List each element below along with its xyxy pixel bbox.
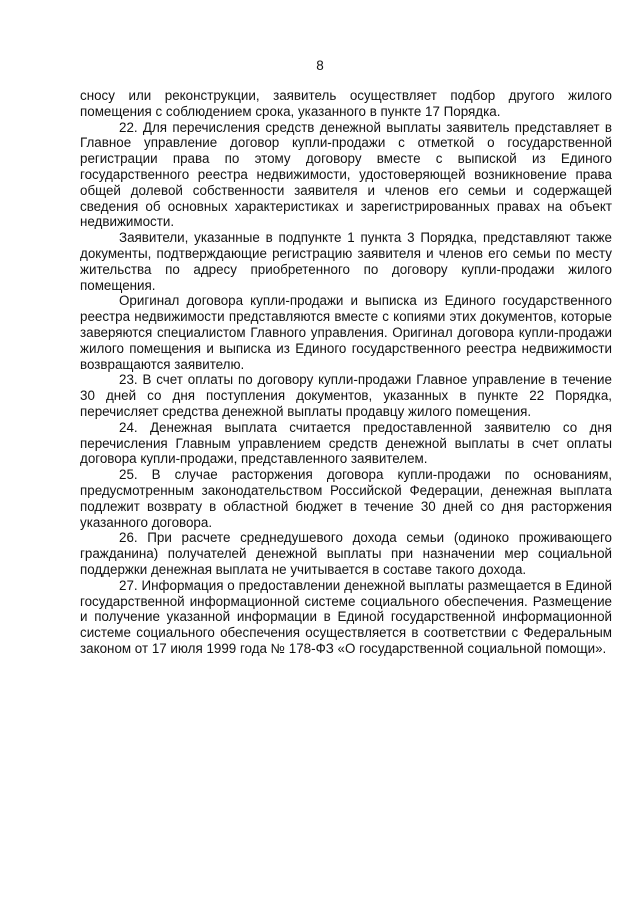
- paragraph-27: 27. Информация о предоставлении денежной выплаты размещается в Единой государственной информационной системе социального обеспечения. Размещение и получение указанной информации в Единой государственной информационной системе социального обеспечения осуществляется в соответствии с Федеральным законом от 17 июля 1999 года № 178-ФЗ «О государственной социальной помощи».: [80, 577, 612, 656]
- document-body: [80, 88, 612, 657]
- paragraph-22: 22. Для перечисления средств денежной выплаты заявитель представляет в Главное управление договор купли-продажи с отметкой о государственной регистрации права по этому договору вместе с выпиской из Единого государственного реестра недвижимости, удостоверяющей возникновение права общей долевой собственности заявителя и членов его семьи и содержащей сведения об основных характеристиках и зарегистрированных правах на объект недвижимости.: [80, 119, 612, 230]
- page-number: 8: [316, 58, 324, 73]
- paragraph-22-originals: Оригинал договора купли-продажи и выписка из Единого государственного реестра недвижимости представляются вместе с копиями этих документов, которые заверяются специалистом Главного управления. Оригинал договора купли-продажи жилого помещения и выписка из Единого государственного реестра недвижимости возвращаются заявителю.: [80, 293, 612, 372]
- paragraph-25: 25. В случае расторжения договора купли-продажи по основаниям, предусмотренным законодательством Российской Федерации, денежная выплата подлежит возврату в областной бюджет в течение 30 дней со дня расторжения указанного договора.: [80, 467, 612, 530]
- paragraph-26: 26. При расчете среднедушевого дохода семьи (одиноко проживающего гражданина) получателей денежной выплаты при назначении мер социальной поддержки денежная выплата не учитывается в составе такого дохода.: [80, 530, 612, 577]
- paragraph-22-applicants: Заявители, указанные в подпункте 1 пункта 3 Порядка, представляют также документы, подтверждающие регистрацию заявителя и членов его семьи по месту жительства по адресу приобретенного по договору купли-продажи жилого помещения.: [80, 230, 612, 293]
- paragraph-continuation: сносу или реконструкции, заявитель осуществляет подбор другого жилого помещения с соблюдением срока, указанного в пункте 17 Порядка.: [80, 88, 612, 119]
- paragraph-23: 23. В счет оплаты по договору купли-продажи Главное управление в течение 30 дней со дня поступления документов, указанных в пункте 22 Порядка, перечисляет средства денежной выплаты продавцу жилого помещения.: [80, 372, 612, 419]
- paragraph-24: 24. Денежная выплата считается предоставленной заявителю со дня перечисления Главным управлением средств денежной выплаты в счет оплаты договора купли-продажи, представленного заявителем.: [80, 419, 612, 467]
